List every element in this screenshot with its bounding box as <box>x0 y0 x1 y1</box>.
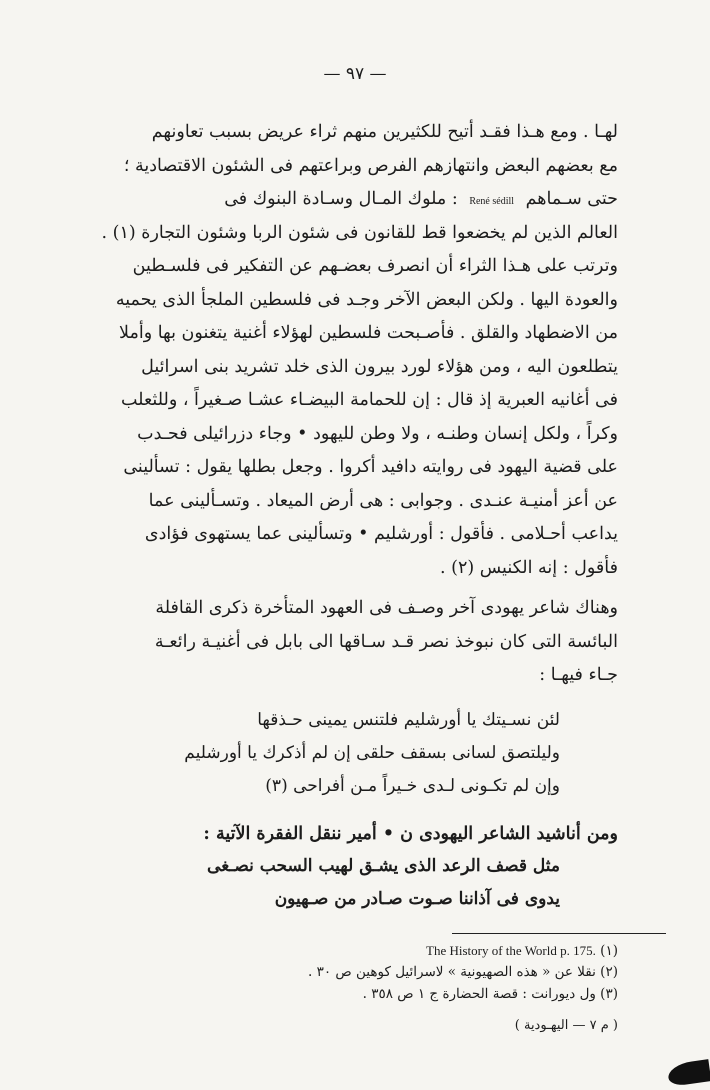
scan-smudge <box>667 1059 710 1087</box>
footnote-divider <box>452 933 666 934</box>
text-line: لهـا . ومع هـذا فقـد أتيح للكثيرين منهم ثراء عريض بسبب تعاونهم <box>151 122 618 142</box>
text-line: فى أغانيه العبرية إذ قال : إن للحمامة البيضـاء عشـا صـغيراً ، وللثعلب <box>121 390 618 410</box>
footnote-3: (٣) ول ديورانت : قصة الحضارة ج ١ ص ٣٥٨ . <box>362 986 618 1002</box>
paragraph-1 <box>98 116 618 585</box>
footnotes <box>98 940 618 1006</box>
latin-name: René sédill <box>469 196 515 207</box>
text-line: والعودة اليها . ولكن البعض الآخر وجـد فى فلسطين الملجأ الذى يحميه <box>115 289 618 310</box>
text-line: يداعب أحـلامى . فأقول : أورشليم • وتسألينى عما يستهوى فؤادى <box>144 524 618 544</box>
poem-2 <box>140 850 560 916</box>
text-line: مع بعضهم البعض وانتهازهم الفرص وبراعتهم فى الشئون الاقتصادية ؛ <box>123 155 618 176</box>
text-line: فأقول : إنه الكنيس (٢) . <box>440 557 618 578</box>
text-line: ومن أناشيد الشاعر اليهودى ن • أمير ننقل الفقرة الآتية : <box>203 824 618 844</box>
text-fragment: حتى سـماهم <box>525 189 618 209</box>
text-line: وكراً ، ولكل إنسان وطنـه ، ولا وطن لليهود • وجاء دزرائيلى فحـدب <box>137 423 618 444</box>
text-line: البائسة التى كان نبوخذ نصر قـد سـاقها الى بابل فى أغنيـة رائعـة <box>154 631 618 652</box>
text-line: العالم الذين لم يخضعوا قط للقانون فى شئون الربا وشئون التجارة (١) . <box>101 222 618 243</box>
signature-mark: ( م ٧ — اليهـودية ) <box>514 1018 618 1033</box>
text-line: وترتب على هـذا الثراء أن انصرف بعضـهم عن التفكير فى فلسـطين <box>132 256 618 276</box>
footnote-text: The History of the World p. 175. <box>426 943 596 958</box>
verse-line: وإن لم تكـونى لـدى خـيراً مـن أفراحى (٣) <box>265 776 560 796</box>
paragraph-2 <box>98 592 618 693</box>
paragraph-3 <box>98 818 618 852</box>
verse-line: يدوى فى آذاننا صـوت صـادر من صـهيون <box>274 889 560 909</box>
text-line: جـاء فيهـا : <box>539 665 618 685</box>
text-fragment: : ملوك المـال وسـادة البنوك فى <box>224 189 458 209</box>
verse-line: لئن نسـيتك يا أورشليم فلتنس يمينى حـذقها <box>257 710 560 730</box>
text-line <box>98 183 618 217</box>
text-line: يتطلعون اليه ، ومن هؤلاء لورد بيرون الذى خلد تشريد بنى اسرائيل <box>141 356 618 377</box>
footnote-number: (١) <box>600 943 618 959</box>
verse-line: وليلتصق لسانى بسقف حلقى إن لم أذكرك يا أورشليم <box>184 743 560 763</box>
verse-line: مثل قصف الرعد الذى يشـق لهيب السحب نصـغى <box>207 856 560 876</box>
text-line: من الاضطهاد والقلق . فأصـبحت فلسطين لهؤلاء أغنية يتغنون بها وأملا <box>119 323 618 343</box>
text-line: عن أعز أمنيـة عنـدى . وجوابى : هى أرض الميعاد . وتسـألينى عما <box>148 490 618 511</box>
page-number: — ٩٧ — <box>323 64 387 84</box>
poem-1 <box>140 704 560 803</box>
footnote-2: (٢) نقلا عن « هذه الصهيونية » لاسرائيل كوهين ص ٣٠ . <box>308 964 618 980</box>
text-line: على قضية اليهود فى روايته دافيد أكروا . وجعل بطلها يقول : تسألينى <box>123 457 618 477</box>
footnote-1 <box>98 940 618 962</box>
text-line: وهناك شاعر يهودى آخر وصـف فى العهود المتأخرة ذكرى القافلة <box>155 598 618 618</box>
